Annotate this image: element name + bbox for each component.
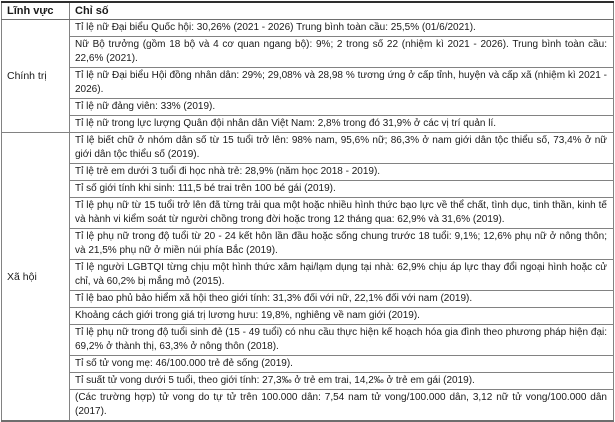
indicator-cell: Tỉ lệ trẻ em dưới 3 tuổi đi học nhà trẻ: 28,9% (năm học 2018 - 2019). [70, 164, 614, 181]
indicator-cell: Tỉ lệ phụ nữ từ 15 tuổi trở lên đã từng trải qua một hoặc nhiều hình thức bạo lực về thể chất, tình dục, tinh thần, kinh tế và hành vi kiểm soát từ người chồng trong đời hoặc trong 12 tháng qua: 62,9% và 31,6% (2019). [70, 198, 614, 229]
table-body [2, 20, 614, 422]
section-cell-chinh-tri: Chính trị [2, 20, 70, 133]
indicator-cell: Tỉ lệ người LGBTQI từng chịu một hình thức xâm hại/lạm dụng tại nhà: 62,9% chịu áp lực thay đổi ngoại hình hoặc cử chỉ, và 60,2% bị mắng mỏ (2015). [70, 260, 614, 291]
table-row [2, 37, 614, 68]
table-row [2, 356, 614, 373]
indicator-cell: Khoảng cách giới trong giá trị lương hưu: 19,8%, nghiêng về nam giới (2019). [70, 308, 614, 325]
indicator-cell: Nữ Bộ trưởng (gồm 18 bộ và 4 cơ quan ngang bộ): 9%; 2 trong số 22 (nhiệm kì 2021 - 2026). Trung bình toàn cầu: 22,6% (2021). [70, 37, 614, 68]
table-row [2, 325, 614, 356]
table-row [2, 308, 614, 325]
indicator-cell: Tỉ lệ bao phủ bảo hiểm xã hội theo giới tính: 31,3% đối với nữ, 22,1% đối với nam (2019). [70, 291, 614, 308]
table-row [2, 68, 614, 99]
table-row [2, 133, 614, 164]
indicator-cell: Tỉ lệ phụ nữ trong độ tuổi sinh đẻ (15 - 49 tuổi) có nhu cầu thực hiện kế hoạch hóa gia đình theo phương pháp hiện đại: 69,2% ở thành thị, 63,3% ở nông thôn (2018). [70, 325, 614, 356]
header-indicator: Chỉ số [70, 2, 614, 20]
indicator-cell: Tỉ lệ nữ Đại biểu Quốc hội: 30,26% (2021 - 2026) Trung bình toàn cầu: 25,5% (01/6/2021). [70, 20, 614, 37]
table-row [2, 291, 614, 308]
table-row [2, 116, 614, 133]
table-row [2, 390, 614, 422]
table-row [2, 229, 614, 260]
indicator-cell: Tỉ số giới tính khi sinh: 111,5 bé trai trên 100 bé gái (2019). [70, 181, 614, 198]
gender-statistics-table [1, 1, 614, 422]
indicator-cell: Tỉ lệ biết chữ ở nhóm dân số từ 15 tuổi trở lên: 98% nam, 95,6% nữ; 86,3% ở nam giới dân tộc thiểu số, 73,4% ở nữ giới dân tộc thiểu số (2019). [70, 133, 614, 164]
table-row [2, 20, 614, 37]
table-row [2, 198, 614, 229]
indicator-cell: Tỉ suất tử vong dưới 5 tuổi, theo giới tính: 27,3‰ ở trẻ em trai, 14,2‰ ở trẻ em gái (2019). [70, 373, 614, 390]
table-row [2, 181, 614, 198]
indicator-cell: Tỉ lệ nữ đảng viên: 33% (2019). [70, 99, 614, 116]
indicator-cell: Tỉ lệ phụ nữ trong độ tuổi từ 20 - 24 kết hôn lần đầu hoặc sống chung trước 18 tuổi: 9,1%; 12,6% phụ nữ ở nông thôn; và 21,5% phụ nữ ở miền núi phía Bắc (2019). [70, 229, 614, 260]
table-row [2, 373, 614, 390]
indicator-cell: Tỉ lệ nữ trong lực lượng Quân đội nhân dân Việt Nam: 2,8% trong đó 31,9% ở các vị trí quản lí. [70, 116, 614, 133]
indicator-cell: Tỉ lệ nữ Đại biểu Hội đồng nhân dân: 29%; 29,08% và 28,98 % tương ứng ở cấp tỉnh, huyện và cấp xã (nhiệm kì 2021 - 2026). [70, 68, 614, 99]
table-header [2, 2, 614, 20]
table-row [2, 164, 614, 181]
indicator-cell: (Các trường hợp) tử vong do tự tử trên 100.000 dân: 7,54 nam tử vong/100.000 dân, 3,12 nữ tử vong/100.000 dân (2017). [70, 390, 614, 422]
section-cell-xa-hoi: Xã hội [2, 133, 70, 422]
header-row [2, 2, 614, 20]
indicator-cell: Tỉ số tử vong mẹ: 46/100.000 trẻ đẻ sống (2019). [70, 356, 614, 373]
table-row [2, 260, 614, 291]
table-row [2, 99, 614, 116]
header-field: Lĩnh vực [2, 2, 70, 20]
